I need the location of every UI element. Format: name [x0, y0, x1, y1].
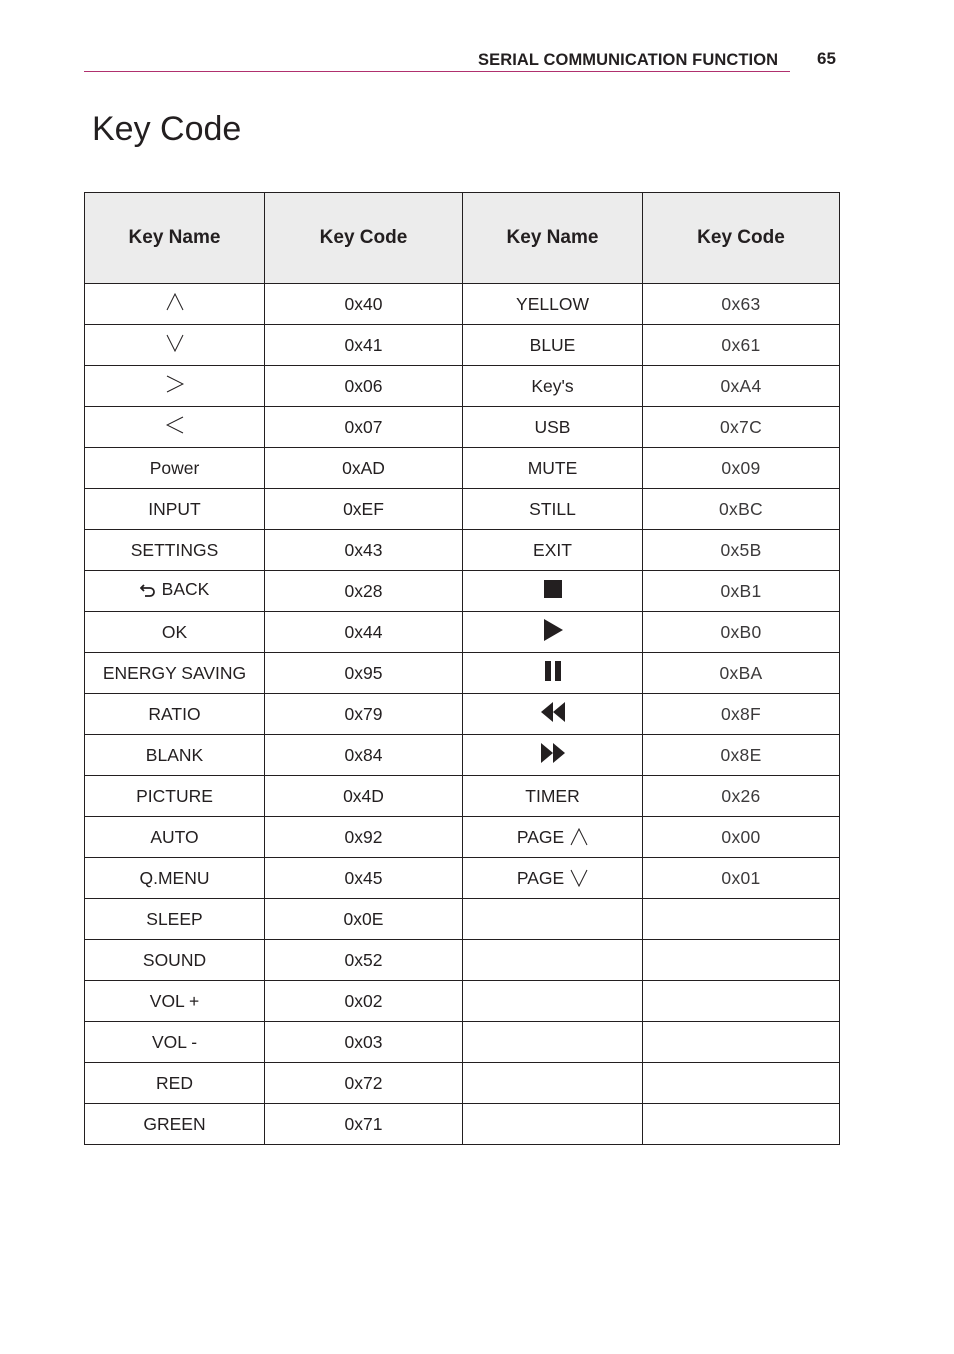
- right-key-name-cell: [463, 735, 643, 776]
- right-key-code: 0x09: [721, 457, 761, 478]
- left-key-code: 0x40: [344, 293, 383, 314]
- left-key-code: 0x44: [344, 621, 383, 642]
- left-key-code: 0xAD: [342, 457, 385, 478]
- left-key-name: [131, 540, 219, 561]
- stop-icon: [544, 580, 562, 598]
- left-key-name-cell: [85, 735, 265, 776]
- left-key-code-cell: [265, 694, 463, 735]
- fast-forward-icon: [541, 743, 565, 763]
- left-key-name: [162, 622, 187, 643]
- left-key-name: [140, 868, 210, 889]
- left-key-label: SLEEP: [146, 908, 203, 929]
- left-key-name: [146, 745, 203, 766]
- left-key-label: Power: [149, 457, 200, 478]
- right-key-label: Key's: [531, 375, 574, 396]
- left-key-code-cell: [265, 325, 463, 366]
- left-key-code: 0x07: [344, 416, 383, 437]
- left-key-name-cell: [85, 1104, 265, 1145]
- left-key-name: [103, 663, 246, 684]
- right-key-code-cell: [643, 817, 840, 858]
- left-key-name: [150, 458, 200, 479]
- left-key-code: 0x41: [344, 334, 383, 355]
- left-key-name-cell: [85, 653, 265, 694]
- right-key-name-cell: [463, 530, 643, 571]
- right-key-name-cell: [463, 1022, 643, 1063]
- right-key-name-cell: [463, 407, 643, 448]
- right-key-label: STILL: [529, 498, 576, 519]
- left-key-name: [166, 416, 184, 434]
- page-title: Key Code: [92, 110, 242, 148]
- left-key-name: [143, 1114, 205, 1135]
- table-row: [85, 407, 840, 448]
- left-key-name: [148, 704, 200, 725]
- left-key-label: RED: [156, 1072, 193, 1093]
- right-key-code-cell: [643, 981, 840, 1022]
- right-key-code-cell: [643, 899, 840, 940]
- table-row: [85, 899, 840, 940]
- table-row: [85, 694, 840, 735]
- left-key-code: 0x0E: [343, 908, 384, 929]
- table-row: [85, 284, 840, 325]
- left-key-name-cell: [85, 571, 265, 612]
- key-code-table: [84, 192, 840, 1145]
- right-key-label: MUTE: [527, 457, 578, 478]
- table-row: [85, 981, 840, 1022]
- left-key-code-cell: [265, 1063, 463, 1104]
- left-key-label: VOL -: [151, 1031, 198, 1052]
- left-key-code: 0x06: [344, 375, 383, 396]
- right-key-name-cell: [463, 981, 643, 1022]
- table-row: [85, 530, 840, 571]
- right-key-name-cell: [463, 571, 643, 612]
- left-key-name-cell: [85, 448, 265, 489]
- left-key-name-cell: [85, 858, 265, 899]
- table-row: [85, 653, 840, 694]
- table-row: [85, 612, 840, 653]
- left-key-name: [156, 1073, 193, 1094]
- left-key-name-cell: [85, 530, 265, 571]
- left-key-name-cell: [85, 981, 265, 1022]
- right-key-code-cell: [643, 571, 840, 612]
- left-key-name: [166, 293, 184, 311]
- right-key-name-cell: [463, 612, 643, 653]
- right-key-name-cell: [463, 1104, 643, 1145]
- left-key-code: 0x45: [344, 867, 383, 888]
- right-key-code: 0x7C: [719, 416, 763, 437]
- left-key-label: SETTINGS: [130, 539, 219, 560]
- left-key-code-cell: [265, 571, 463, 612]
- left-key-name-cell: [85, 489, 265, 530]
- right-key-code-cell: [643, 489, 840, 530]
- right-arrow-icon: [166, 375, 184, 393]
- left-key-label: OK: [161, 621, 188, 642]
- left-key-name-cell: [85, 694, 265, 735]
- column-header-key-name: Key Name: [85, 193, 265, 284]
- right-key-code-cell: [643, 1022, 840, 1063]
- left-key-label: INPUT: [148, 498, 201, 519]
- right-key-label: PAGE: [516, 826, 565, 847]
- left-arrow-icon: [166, 416, 184, 434]
- section-title: SERIAL COMMUNICATION FUNCTION: [478, 51, 779, 69]
- right-key-code-cell: [643, 858, 840, 899]
- right-key-code: 0x5B: [720, 539, 762, 560]
- left-key-name: [152, 1032, 197, 1053]
- table-row: [85, 776, 840, 817]
- left-key-label: ENERGY SAVING: [102, 662, 247, 683]
- left-key-code: 0x71: [344, 1113, 383, 1134]
- left-key-label: BLANK: [145, 744, 204, 765]
- column-header-key-code: Key Code: [265, 193, 463, 284]
- right-key-code: 0xBC: [719, 498, 763, 519]
- left-key-code: 0xEF: [343, 498, 384, 519]
- left-key-name: [166, 334, 184, 352]
- column-header-key-code: Key Code: [643, 193, 840, 284]
- left-key-code-cell: [265, 489, 463, 530]
- left-key-code-cell: [265, 776, 463, 817]
- right-key-name: [543, 619, 563, 641]
- right-key-name-cell: [463, 776, 643, 817]
- right-key-name: [541, 702, 565, 722]
- right-key-code: 0xA4: [720, 375, 762, 396]
- right-key-name-cell: [463, 694, 643, 735]
- left-key-code: 0x43: [344, 539, 383, 560]
- left-key-name-cell: [85, 612, 265, 653]
- table-row: [85, 489, 840, 530]
- right-key-name: [545, 661, 561, 681]
- left-key-code: 0x95: [344, 662, 383, 683]
- left-key-code-cell: [265, 366, 463, 407]
- rewind-icon: [541, 702, 565, 722]
- left-key-name-cell: [85, 366, 265, 407]
- left-key-name-cell: [85, 284, 265, 325]
- left-key-code-cell: [265, 817, 463, 858]
- left-key-label: SOUND: [142, 949, 207, 970]
- right-key-name-cell: [463, 366, 643, 407]
- page-down-icon: [570, 869, 588, 887]
- right-key-name-cell: [463, 940, 643, 981]
- right-key-name-cell: [463, 325, 643, 366]
- right-key-name-cell: [463, 489, 643, 530]
- right-key-name: [517, 868, 588, 889]
- right-key-code: 0x61: [721, 334, 761, 355]
- left-key-label: AUTO: [150, 826, 199, 847]
- down-arrow-icon: [166, 334, 184, 352]
- left-key-code: 0x92: [344, 826, 383, 847]
- left-key-code: 0x79: [344, 703, 383, 724]
- right-key-code-cell: [643, 735, 840, 776]
- left-key-code-cell: [265, 653, 463, 694]
- table-row: [85, 858, 840, 899]
- left-key-code: 0x03: [344, 1031, 383, 1052]
- right-key-code: 0xBA: [719, 662, 763, 683]
- left-key-name-cell: [85, 1063, 265, 1104]
- pause-icon: [545, 661, 561, 681]
- right-key-name: [531, 376, 573, 397]
- up-arrow-icon: [166, 293, 184, 311]
- left-key-code-cell: [265, 735, 463, 776]
- left-key-code: 0x4D: [343, 785, 384, 806]
- right-key-label: EXIT: [533, 539, 572, 560]
- table-row: [85, 940, 840, 981]
- left-key-code-cell: [265, 612, 463, 653]
- right-key-code: 0xB1: [720, 580, 762, 601]
- left-key-label: Q.MENU: [139, 867, 210, 888]
- right-key-code-cell: [643, 325, 840, 366]
- right-key-name-cell: [463, 1063, 643, 1104]
- left-key-name: [148, 499, 201, 520]
- right-key-name-cell: [463, 284, 643, 325]
- right-key-name: [528, 458, 578, 479]
- column-header-key-name: Key Name: [463, 193, 643, 284]
- left-key-name: [150, 827, 198, 848]
- right-key-label: YELLOW: [516, 293, 589, 314]
- right-key-code: 0x26: [721, 785, 761, 806]
- left-key-name: [150, 991, 199, 1012]
- right-key-name: [517, 827, 588, 848]
- page-up-icon: [570, 828, 588, 846]
- right-key-code-cell: [643, 653, 840, 694]
- right-key-code-cell: [643, 448, 840, 489]
- right-key-label: TIMER: [525, 785, 580, 806]
- right-key-name-cell: [463, 899, 643, 940]
- right-key-label: PAGE: [516, 867, 565, 888]
- left-key-name-cell: [85, 776, 265, 817]
- right-key-name-cell: [463, 858, 643, 899]
- right-key-code: 0x01: [721, 867, 761, 888]
- left-key-code: 0x28: [344, 580, 383, 601]
- right-key-name: [529, 499, 576, 520]
- right-key-code: 0x00: [721, 826, 761, 847]
- left-key-name-cell: [85, 817, 265, 858]
- right-key-name: [533, 540, 572, 561]
- left-key-name-cell: [85, 940, 265, 981]
- right-key-code-cell: [643, 366, 840, 407]
- right-key-name: [525, 786, 579, 807]
- right-key-code-cell: [643, 940, 840, 981]
- right-key-code-cell: [643, 1104, 840, 1145]
- right-key-code-cell: [643, 1063, 840, 1104]
- table-header-row: [85, 193, 840, 284]
- left-key-code: 0x52: [344, 949, 383, 970]
- left-key-name-cell: [85, 407, 265, 448]
- right-key-name: [541, 743, 565, 763]
- left-key-name: [146, 909, 202, 930]
- table-row: [85, 325, 840, 366]
- left-key-code: 0x72: [344, 1072, 383, 1093]
- table-row: [85, 571, 840, 612]
- right-key-code-cell: [643, 776, 840, 817]
- table-row: [85, 735, 840, 776]
- left-key-name: [166, 375, 184, 393]
- right-key-code-cell: [643, 612, 840, 653]
- right-key-code-cell: [643, 407, 840, 448]
- right-key-name: [516, 294, 589, 315]
- left-key-name: [143, 950, 206, 971]
- table-row: [85, 1104, 840, 1145]
- left-key-label: GREEN: [143, 1113, 206, 1134]
- table-row: [85, 1022, 840, 1063]
- right-key-code: 0x8F: [720, 703, 762, 724]
- right-key-name: [535, 417, 571, 438]
- play-icon: [543, 619, 563, 641]
- left-key-code-cell: [265, 407, 463, 448]
- right-key-code: 0x63: [721, 293, 761, 314]
- left-key-code-cell: [265, 1022, 463, 1063]
- left-key-code-cell: [265, 940, 463, 981]
- left-key-label: PICTURE: [136, 785, 213, 806]
- right-key-code-cell: [643, 694, 840, 735]
- left-key-code-cell: [265, 530, 463, 571]
- left-key-code-cell: [265, 858, 463, 899]
- table-row: [85, 1063, 840, 1104]
- left-key-label: VOL +: [149, 990, 200, 1011]
- table-row: [85, 366, 840, 407]
- header-rule: [84, 71, 790, 72]
- left-key-code: 0x84: [344, 744, 383, 765]
- table-row: [85, 817, 840, 858]
- right-key-name-cell: [463, 653, 643, 694]
- left-key-name: [140, 579, 210, 600]
- table-row: [85, 448, 840, 489]
- right-key-code-cell: [643, 284, 840, 325]
- left-key-name-cell: [85, 899, 265, 940]
- left-key-code: 0x02: [344, 990, 383, 1011]
- right-key-name-cell: [463, 817, 643, 858]
- page-number: 65: [817, 49, 836, 68]
- left-key-name-cell: [85, 325, 265, 366]
- right-key-label: USB: [534, 416, 571, 437]
- left-key-code-cell: [265, 1104, 463, 1145]
- back-icon: [140, 582, 156, 598]
- left-key-label: BACK: [161, 579, 210, 600]
- left-key-label: RATIO: [148, 703, 201, 724]
- right-key-code: 0x8E: [720, 744, 762, 765]
- right-key-label: BLUE: [529, 334, 576, 355]
- left-key-code-cell: [265, 448, 463, 489]
- left-key-name: [136, 786, 213, 807]
- left-key-code-cell: [265, 981, 463, 1022]
- right-key-name: [544, 580, 562, 598]
- right-key-name: [530, 335, 576, 356]
- right-key-code-cell: [643, 530, 840, 571]
- left-key-code-cell: [265, 284, 463, 325]
- right-key-code: 0xB0: [720, 621, 762, 642]
- right-key-name-cell: [463, 448, 643, 489]
- left-key-code-cell: [265, 899, 463, 940]
- left-key-name-cell: [85, 1022, 265, 1063]
